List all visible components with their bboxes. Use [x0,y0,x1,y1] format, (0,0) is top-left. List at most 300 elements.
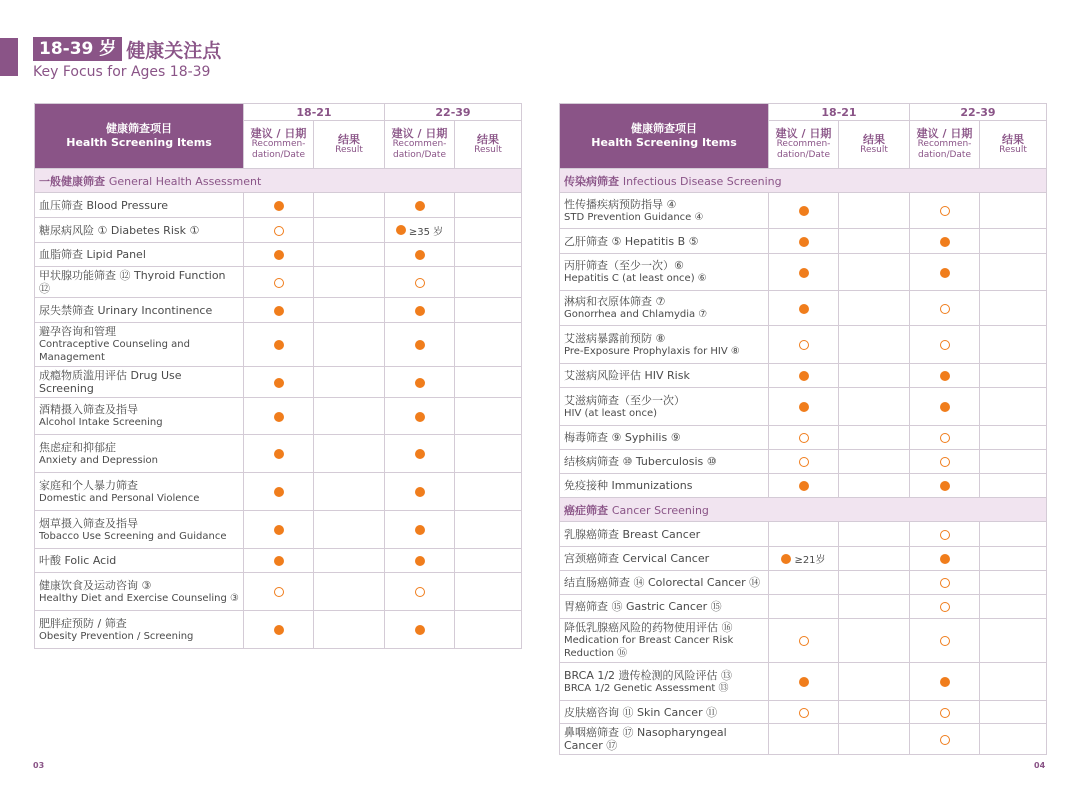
table-row [35,473,522,511]
screening-item-en: Anxiety and Depression [39,454,158,466]
recommended-dot-icon [415,340,425,350]
recommendation-cell [910,547,980,571]
result-cell[interactable] [839,326,910,364]
screening-item-en: Gonorrhea and Chlamydia ⑦ [564,309,708,320]
result-cell[interactable] [314,573,385,611]
result-cell[interactable] [839,426,910,450]
optional-circle-icon [799,708,809,718]
recommendation-cell [910,595,980,619]
header-screening-items [35,104,244,169]
table-row [560,595,1047,619]
screening-item-en: Hepatitis C (at least once) ⑥ [564,273,707,284]
result-cell[interactable] [980,254,1047,291]
section-title-en: General Health Assessment [108,174,262,188]
recommendation-cell [244,511,314,549]
recommended-dot-icon [274,556,284,566]
header-result [314,121,385,169]
screening-item-cn: 性传播疾病预防指导 ④ [564,197,677,211]
screening-item-cn: 艾滋病暴露前预防 ⑧ [564,331,666,345]
result-cell[interactable] [314,435,385,473]
screening-item-cn: 艾滋病风险评估 HIV Risk [564,369,690,382]
recommended-dot-icon [415,306,425,316]
result-cell[interactable] [980,326,1047,364]
recommended-dot-icon [940,268,950,278]
screening-item-cn: 叶酸 Folic Acid [39,554,117,567]
recommended-dot-icon [274,306,284,316]
result-cell[interactable] [314,298,385,323]
screening-item [560,701,769,724]
result-cell[interactable] [980,229,1047,254]
recommendation-cell [769,193,839,229]
optional-circle-icon [940,602,950,612]
header-rec-en-1: Recommen- [776,139,831,149]
header-result-cn: 结果 [1002,132,1024,146]
screening-item [560,364,769,388]
recommendation-cell [244,267,314,298]
header-recommendation [910,121,980,169]
recommendation-cell [910,474,980,498]
screening-item [35,435,244,473]
result-cell[interactable] [455,511,522,549]
result-cell[interactable] [839,522,910,547]
result-cell[interactable] [455,218,522,243]
recommended-dot-icon [799,268,809,278]
recommended-dot-icon [415,250,425,260]
screening-item-en: Alcohol Intake Screening [39,417,163,428]
screening-item [35,193,244,218]
screening-item-cn: 焦虑症和抑郁症 [39,440,116,454]
recommended-dot-icon [799,481,809,491]
screening-item [560,326,769,364]
table-row [560,547,1047,571]
result-cell[interactable] [314,218,385,243]
screening-item-cn: 尿失禁筛查 Urinary Incontinence [39,303,213,317]
recommendation-cell [244,549,314,573]
recommendation-cell [385,573,455,611]
screening-item [35,573,244,611]
screening-item-cn: 血脂筛查 Lipid Panel [39,248,146,261]
recommended-dot-icon [415,625,425,635]
section-title-cn: 传染病筛查 [564,174,619,188]
recommendation-cell [244,573,314,611]
screening-item-cn: 烟草摄入筛查及指导 [39,516,138,530]
table-row [35,267,522,298]
table-row [35,435,522,473]
screening-item-cn: 乙肝筛查 ⑤ Hepatitis B ⑤ [564,234,699,248]
screening-table-right [559,103,1047,755]
recommendation-cell [769,619,839,663]
screening-item-cn: 血压筛查 Blood Pressure [39,198,169,212]
header-row-ages [560,104,1047,121]
recommendation-cell [769,229,839,254]
recommendation-cell [769,450,839,474]
screening-item [35,549,244,573]
optional-circle-icon [940,708,950,718]
result-cell[interactable] [314,398,385,435]
recommended-dot-icon [274,625,284,635]
optional-circle-icon [799,340,809,350]
result-cell[interactable] [314,267,385,298]
result-cell[interactable] [839,724,910,755]
result-cell[interactable] [455,398,522,435]
recommended-dot-icon [940,371,950,381]
result-cell[interactable] [839,291,910,326]
screening-item [560,388,769,426]
table-row [35,398,522,435]
screening-item-cn: 健康饮食及运动咨询 ③ [39,578,152,592]
section-header [560,498,1047,522]
table-row [560,254,1047,291]
optional-circle-icon [274,226,284,236]
recommended-dot-icon [415,449,425,459]
screening-item [560,547,769,571]
header-result-cn: 结果 [863,132,885,146]
recommendation-cell [769,663,839,701]
section-title-cn: 一般健康筛查 [39,174,105,188]
result-cell[interactable] [980,663,1047,701]
result-cell[interactable] [314,193,385,218]
screening-item-cn: 淋病和衣原体筛查 ⑦ [564,295,666,308]
table-row [35,573,522,611]
result-cell[interactable] [314,611,385,649]
header-rec-en-2: dation/Date [776,150,830,160]
recommended-dot-icon [415,556,425,566]
recommendation-cell [769,724,839,755]
recommended-dot-icon [940,554,950,564]
optional-circle-icon [415,278,425,288]
optional-circle-icon [940,636,950,646]
screening-item [35,398,244,435]
result-cell[interactable] [314,511,385,549]
result-cell[interactable] [839,388,910,426]
recommendation-cell [910,522,980,547]
screening-item-cn: 胃癌筛查 ⑮ Gastric Cancer ⑮ [564,600,722,613]
result-cell[interactable] [980,619,1047,663]
recommendation-cell [385,435,455,473]
table-row [560,229,1047,254]
recommendation-cell [910,571,980,595]
screening-item-en: HIV (at least once) [564,407,657,419]
recommendation-cell [769,474,839,498]
recommendation-cell [769,426,839,450]
result-cell[interactable] [314,549,385,573]
optional-circle-icon [799,457,809,467]
result-cell[interactable] [980,193,1047,229]
result-cell[interactable] [839,571,910,595]
table-row [560,326,1047,364]
table-row [560,364,1047,388]
recommendation-cell [769,595,839,619]
recommended-dot-icon [274,250,284,260]
section-header [560,169,1047,193]
screening-item-cn: 乳腺癌筛查 Breast Cancer [564,527,701,541]
page-subtitle: Key Focus for Ages 18-39 [33,64,211,80]
recommendation-cell [244,298,314,323]
screening-item [35,511,244,549]
page-number-left: 03 [33,761,45,770]
recommendation-cell [910,326,980,364]
result-cell[interactable] [839,193,910,229]
result-cell[interactable] [314,323,385,367]
screening-item-cn: 肥胖症预防 / 筛查 [39,616,127,630]
table-row [35,193,522,218]
result-cell[interactable] [980,388,1047,426]
recommended-dot-icon [940,402,950,412]
recommendation-cell [244,218,314,243]
screening-table-left [34,103,522,649]
screening-item-en: Healthy Diet and Exercise Counseling ③ [39,592,239,604]
table-row [560,701,1047,724]
header-rec-en-2: dation/Date [392,150,446,160]
result-cell[interactable] [455,243,522,267]
recommendation-cell [769,364,839,388]
header-rec-cn: 建议 / 日期 [916,127,973,140]
screening-item-cn: 皮肤癌咨询 ⑪ Skin Cancer ⑪ [564,705,718,719]
header-item-en: Health Screening Items [591,136,737,149]
header-item-en: Health Screening Items [66,136,212,149]
table-row [35,367,522,398]
table-row [560,571,1047,595]
recommended-dot-icon [415,525,425,535]
result-cell[interactable] [455,367,522,398]
result-cell[interactable] [980,724,1047,755]
result-cell[interactable] [839,364,910,388]
screening-item [35,267,244,298]
recommended-dot-icon [274,412,284,422]
table-row [560,193,1047,229]
screening-item-en: Contraceptive Counseling and Management [39,339,190,363]
result-cell[interactable] [455,611,522,649]
screening-item [35,243,244,267]
header-age-group-1: 18-21 [769,104,910,121]
recommendation-cell [910,193,980,229]
table-row [560,450,1047,474]
header-screening-items [560,104,769,169]
section-title [560,498,1047,522]
header-result-en: Result [999,144,1027,155]
result-cell[interactable] [839,474,910,498]
result-cell[interactable] [314,367,385,398]
result-cell[interactable] [314,243,385,267]
header-rec-en-2: dation/Date [251,150,305,160]
screening-item [560,619,769,663]
result-cell[interactable] [980,522,1047,547]
recommended-dot-icon [799,371,809,381]
screening-item-cn: 酒精摄入筛查及指导 [39,403,138,416]
recommendation-cell [910,426,980,450]
recommendation-cell [385,267,455,298]
recommendation-cell [244,243,314,267]
result-cell[interactable] [980,571,1047,595]
header-rec-cn: 建议 / 日期 [391,127,448,140]
result-cell[interactable] [839,619,910,663]
screening-item-cn: 避孕咨询和管理 [39,325,116,338]
recommendation-cell [385,611,455,649]
recommended-dot-icon [799,677,809,687]
section-title [35,169,522,193]
table-row [560,291,1047,326]
result-cell[interactable] [980,426,1047,450]
recommendation-cell [244,611,314,649]
recommended-dot-icon [396,225,406,235]
optional-circle-icon [799,433,809,443]
screening-item-cn: 糖尿病风险 ① Diabetes Risk ① [39,223,200,237]
recommendation-cell [910,388,980,426]
result-cell[interactable] [455,573,522,611]
header-rec-en-2: dation/Date [917,150,971,160]
table-row [560,724,1047,755]
age-note: ≥35 岁 [408,226,444,238]
recommendation-cell [910,663,980,701]
header-recommendation [769,121,839,169]
optional-circle-icon [940,578,950,588]
result-cell[interactable] [455,435,522,473]
header-result [839,121,910,169]
header-item-cn: 健康筛查项目 [631,122,697,135]
recommended-dot-icon [415,487,425,497]
result-cell[interactable] [980,291,1047,326]
recommendation-cell [769,326,839,364]
screening-item [560,450,769,474]
screening-item-cn: 艾滋病筛查（至少一次） [564,393,685,407]
page-title [33,36,221,62]
screening-item [35,298,244,323]
result-cell[interactable] [455,193,522,218]
recommended-dot-icon [415,201,425,211]
header-rec-cn: 建议 / 日期 [775,127,832,140]
section-header [35,169,522,193]
screening-item-cn: 鼻咽癌筛查 ⑰ Nasopharyngeal Cancer ⑰ [564,726,727,752]
result-cell[interactable] [455,549,522,573]
age-note: ≥21岁 [794,555,826,566]
result-cell[interactable] [980,364,1047,388]
result-cell[interactable] [980,595,1047,619]
result-cell[interactable] [839,229,910,254]
optional-circle-icon [940,735,950,745]
header-result-en: Result [474,144,502,155]
table-row [560,388,1047,426]
recommendation-cell [769,547,839,571]
screening-item [560,291,769,326]
screening-item [560,571,769,595]
header-recommendation [244,121,314,169]
screening-item [560,229,769,254]
result-cell[interactable] [980,547,1047,571]
recommendation-cell [769,254,839,291]
optional-circle-icon [799,636,809,646]
recommendation-cell [385,298,455,323]
header-result-en: Result [335,144,363,155]
age-badge: 18-39 岁 [33,37,122,61]
section-title-en: Infectious Disease Screening [622,174,782,188]
result-cell[interactable] [455,323,522,367]
header-recommendation [385,121,455,169]
result-cell[interactable] [314,473,385,511]
section-title-cn: 癌症筛查 [564,503,608,517]
result-cell[interactable] [839,450,910,474]
result-cell[interactable] [980,701,1047,724]
table-row [560,426,1047,450]
recommended-dot-icon [274,201,284,211]
header-age-group-2: 22-39 [385,104,522,121]
result-cell[interactable] [839,663,910,701]
recommendation-cell [385,323,455,367]
accent-bar [0,38,18,76]
screening-item-cn: BRCA 1/2 遗传检测的风险评估 ⑬ [564,668,733,682]
screening-item-cn: 家庭和个人暴力筛查 [39,478,138,492]
result-cell[interactable] [839,701,910,724]
result-cell[interactable] [980,450,1047,474]
screening-item-en: Tobacco Use Screening and Guidance [39,530,227,542]
section-title-en: Cancer Screening [611,503,709,517]
recommendation-cell [385,473,455,511]
screening-item-en: BRCA 1/2 Genetic Assessment ⑬ [564,682,729,694]
recommended-dot-icon [274,487,284,497]
result-cell[interactable] [455,267,522,298]
recommendation-cell [769,571,839,595]
header-rec-cn: 建议 / 日期 [250,127,307,140]
recommendation-cell [910,701,980,724]
recommended-dot-icon [274,525,284,535]
header-result-cn: 结果 [338,132,360,146]
screening-item-cn: 结直肠癌筛查 ⑭ Colorectal Cancer ⑭ [564,576,761,589]
result-cell[interactable] [455,473,522,511]
recommendation-cell [244,193,314,218]
table-row [560,474,1047,498]
result-cell[interactable] [455,298,522,323]
screening-item [35,611,244,649]
recommendation-cell [910,254,980,291]
optional-circle-icon [940,340,950,350]
header-result [455,121,522,169]
recommended-dot-icon [940,677,950,687]
screening-item-en: STD Prevention Guidance ④ [564,211,704,223]
result-cell[interactable] [839,547,910,571]
screening-item [560,595,769,619]
optional-circle-icon [940,304,950,314]
header-age-group-2: 22-39 [910,104,1047,121]
recommended-dot-icon [781,554,791,564]
screening-item [560,724,769,755]
recommendation-cell [244,367,314,398]
result-cell[interactable] [839,595,910,619]
table-row [35,323,522,367]
screening-item-cn: 丙肝筛查（至少一次）⑥ [564,259,684,272]
section-title [560,169,1047,193]
optional-circle-icon [415,587,425,597]
recommendation-cell [910,291,980,326]
recommendation-cell [769,522,839,547]
screening-item [35,367,244,398]
result-cell[interactable] [839,254,910,291]
header-age-group-1: 18-21 [244,104,385,121]
page-number-right: 04 [1034,761,1046,770]
recommendation-cell [385,549,455,573]
recommendation-cell [769,388,839,426]
header-row-ages [35,104,522,121]
table-row [35,298,522,323]
optional-circle-icon [274,278,284,288]
table-row [35,243,522,267]
recommended-dot-icon [415,412,425,422]
result-cell[interactable] [980,474,1047,498]
screening-item [560,193,769,229]
screening-item-en: Domestic and Personal Violence [39,492,200,504]
screening-item-cn: 降低乳腺癌风险的药物使用评估 ⑯ [564,621,733,634]
recommended-dot-icon [799,304,809,314]
optional-circle-icon [940,457,950,467]
screening-item-en: Obesity Prevention / Screening [39,630,194,642]
